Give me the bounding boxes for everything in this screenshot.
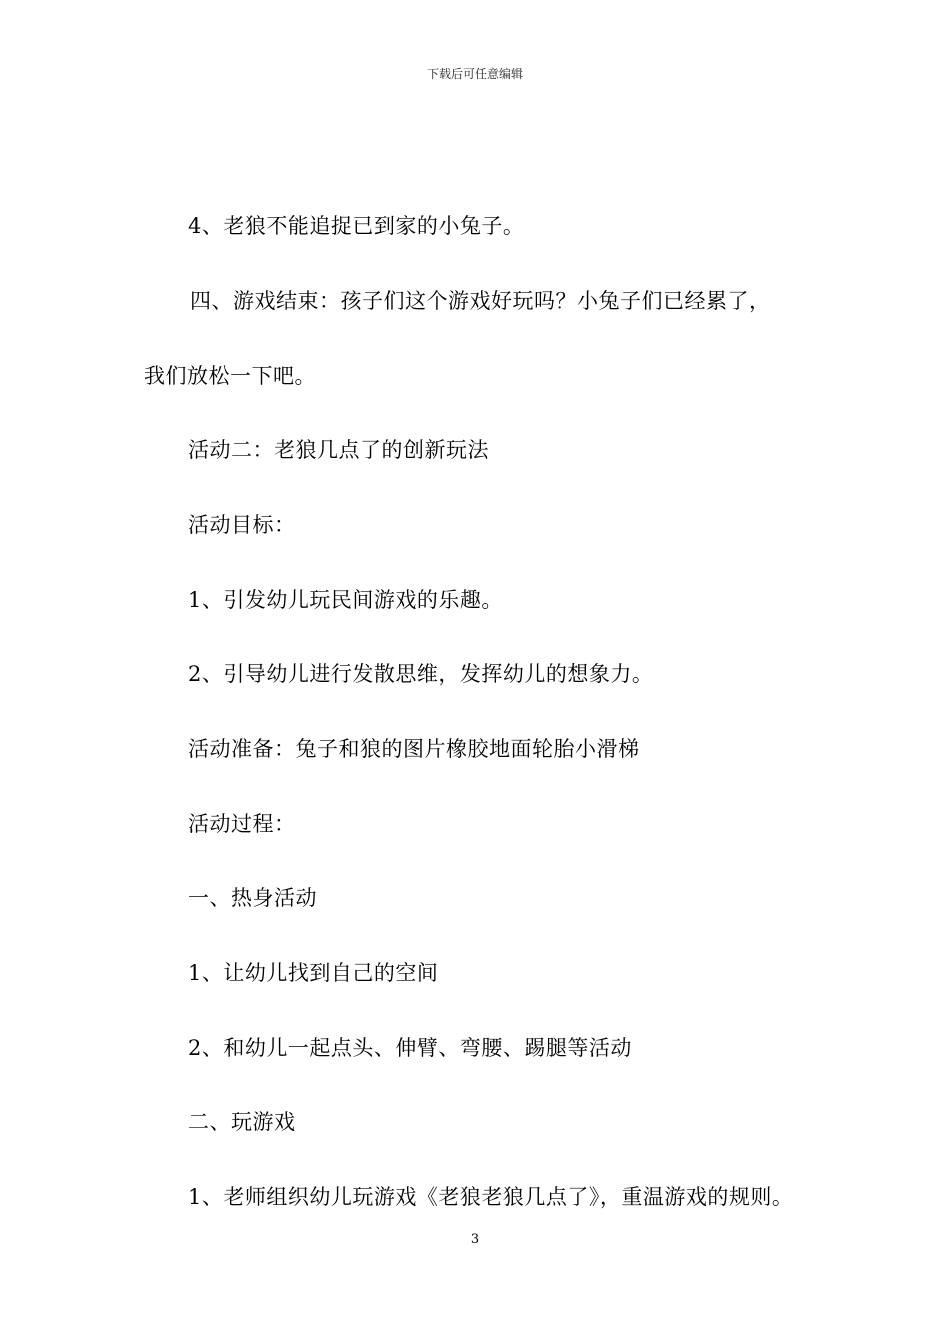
text-line: 1、引发幼儿玩民间游戏的乐趣。 — [188, 588, 503, 612]
text-line: 2、和幼儿一起点头、伸臂、弯腰、踢腿等活动 — [188, 1036, 632, 1060]
text-line: 活动过程： — [188, 812, 296, 836]
text-line: 活动准备：兔子和狼的图片橡胶地面轮胎小滑梯 — [188, 737, 640, 761]
page-header: 下载后可任意编辑 — [426, 67, 523, 81]
text-line: 四、游戏结束：孩子们这个游戏好玩吗？小兔子们已经累了， — [190, 289, 771, 313]
text-line: 一、热身活动 — [188, 886, 317, 910]
section-heading: 活动二：老狼几点了的创新玩法 — [188, 438, 489, 462]
text-line: 4、老狼不能追捉已到家的小兔子。 — [188, 214, 525, 238]
text-line: 1、让幼儿找到自己的空间 — [188, 961, 439, 985]
text-line: 2、引导幼儿进行发散思维，发挥幼儿的想象力。 — [188, 662, 654, 686]
text-line: 1、老师组织幼儿玩游戏《老狼老狼几点了》，重温游戏的规则。 — [188, 1185, 794, 1209]
page-number: 3 — [470, 1232, 480, 1247]
text-line: 活动目标： — [188, 513, 296, 537]
text-line: 我们放松一下吧。 — [144, 364, 316, 388]
text-line: 二、玩游戏 — [188, 1110, 296, 1134]
